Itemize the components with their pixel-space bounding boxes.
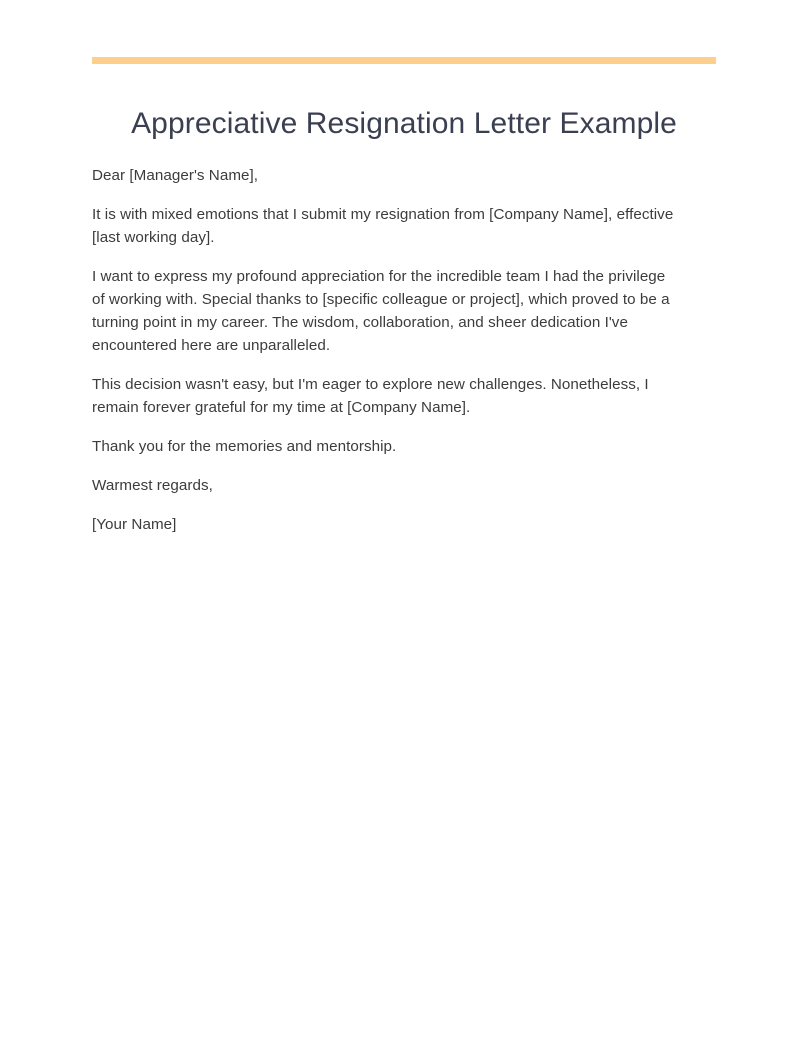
letter-paragraph-thanks: Thank you for the memories and mentorship. — [92, 438, 397, 455]
letter-paragraph-salutation: Dear [Manager's Name], — [92, 167, 259, 184]
letter-paragraph-signature: [Your Name] — [92, 516, 177, 533]
top-accent-bar — [92, 57, 716, 64]
letter-paragraph-resignation-statement: It is with mixed emotions that I submit my resignation from [Company Name], effective [last working day]. — [92, 206, 674, 246]
letter-paragraph-decision-rationale: This decision wasn't easy, but I'm eager to explore new challenges. Nonetheless, I remain forever grateful for my time at [Company Name]. — [92, 376, 649, 416]
letter-paragraph-appreciation: I want to express my profound appreciation for the incredible team I had the privilege of working with. Special thanks to [specific colleague or project], which proved to be a turning point in my career. The wisdom, collaboration, and sheer dedication I've encountered here are unparalleled. — [92, 268, 670, 354]
page-title: Appreciative Resignation Letter Example — [131, 107, 677, 140]
letter-paragraph-closing: Warmest regards, — [92, 477, 213, 494]
letter-body — [92, 164, 678, 536]
